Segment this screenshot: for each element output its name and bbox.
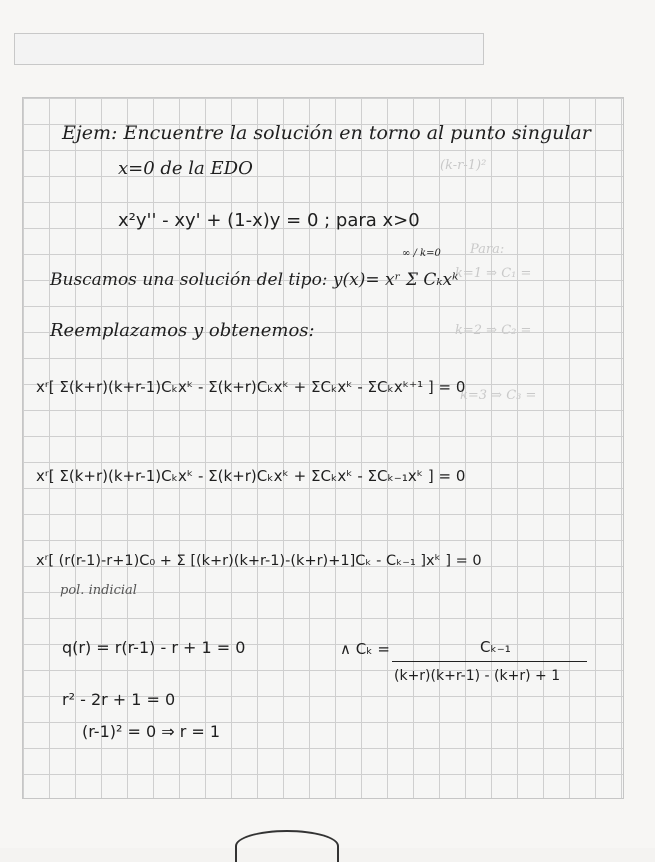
equation-3: xʳ[ (r(r-1)-r+1)C₀ + Σ [(k+r)(k+r-1)-(k+r)+1]Cₖ - Cₖ₋₁ ]xᵏ ] = 0 xyxy=(36,553,482,569)
bleed-text: k=2 ⇒ C₂ = xyxy=(455,323,532,338)
indicial-equation: q(r) = r(r-1) - r + 1 = 0 xyxy=(62,638,246,657)
bleed-text: Para: xyxy=(470,242,505,257)
problem-line-2: x=0 de la EDO xyxy=(118,158,253,179)
fraction-bar xyxy=(392,661,587,662)
recurrence-numerator: Cₖ₋₁ xyxy=(480,638,511,656)
problem-line-1: Ejem: Encuentre la solución en torno al punto singular xyxy=(62,122,591,144)
bleed-text: k=1 ⇒ C₁ = xyxy=(455,266,532,281)
root-result: (r-1)² = 0 ⇒ r = 1 xyxy=(82,722,221,741)
quadratic-equation: r² - 2r + 1 = 0 xyxy=(62,690,176,709)
equation-1: xʳ[ Σ(k+r)(k+r-1)Cₖxᵏ - Σ(k+r)Cₖxᵏ + ΣCₖxᵏ - ΣCₖxᵏ⁺¹ ] = 0 xyxy=(36,378,466,396)
recurrence-denominator: (k+r)(k+r-1) - (k+r) + 1 xyxy=(394,668,561,684)
solution-form: Buscamos una solución del tipo: y(x)= xʳ Σ Cₖxᵏ xyxy=(50,270,459,290)
bleed-text: k=3 ⇒ C₃ = xyxy=(460,388,537,403)
replace-text: Reemplazamos y obtenemos: xyxy=(50,320,315,341)
problem-equation: x²y'' - xy' + (1-x)y = 0 ; para x>0 xyxy=(118,210,420,231)
header-box xyxy=(14,33,484,65)
binder-ring xyxy=(235,830,339,862)
bleed-text: (k-r-1)² xyxy=(440,158,487,173)
equation-2: xʳ[ Σ(k+r)(k+r-1)Cₖxᵏ - Σ(k+r)Cₖxᵏ + ΣCₖxᵏ - ΣCₖ₋₁xᵏ ] = 0 xyxy=(36,467,466,485)
indicial-polynomial-label: pol. indicial xyxy=(60,583,137,598)
recurrence-left: ∧ Cₖ = xyxy=(340,640,390,658)
sum-limits: ∞ / k=0 xyxy=(402,248,441,259)
